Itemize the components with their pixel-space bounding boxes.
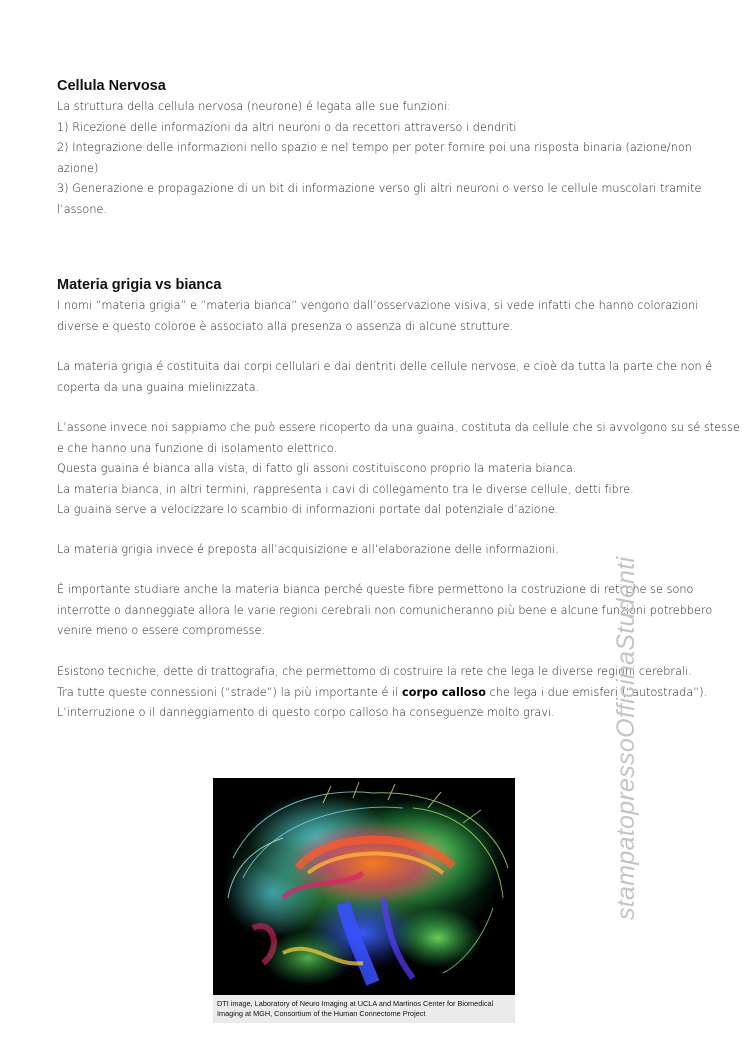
text-line: e che hanno una funzione di isolamento elettrico. <box>57 441 338 455</box>
text-line: La struttura della cellula nervosa (neurone) é legata alle sue funzioni: <box>57 100 451 113</box>
paragraph-cellula-nervosa <box>57 97 707 220</box>
text-line: I nomi “materia grigia” e “materia bianca” vengono dall’osservazione visiva, si vede infatti che hanno colorazioni <box>57 299 699 312</box>
text-line: Questa guaina é bianca alla vista, di fatto gli assoni costituiscono proprio la materia bianca. <box>57 462 577 475</box>
caption-line: DTI image, Laboratory of Neuro Imaging at UCLA and Martinos Center for Biomedical <box>217 999 494 1008</box>
text-line: interrotte o danneggiate allora le varie regioni cerebrali non comunicheranno più bene e alcune funzioni potrebbero <box>57 603 713 617</box>
text-line: Esistono tecniche, dette di trattografia, che permettomo di costruire la rete che lega le diverse regioni cerebrali. <box>57 665 692 678</box>
text-fragment: che lega i due emisferi (“autostrada”). <box>486 685 708 699</box>
caption-line: Imaging at MGH, Consortium of the Human Connectome Project <box>217 1009 426 1018</box>
paragraph-6 <box>57 662 707 724</box>
bold-corpo-calloso: corpo calloso <box>402 685 486 699</box>
text-line: La materia grigia é costituita dai corpi cellulari e dai dentriti delle cellule nervose, e cioè da tutta la parte che non é <box>57 360 713 373</box>
paragraph-4 <box>57 540 707 561</box>
text-line: coperta da una guaina mielinizzata. <box>57 380 260 394</box>
text-fragment: Tra tutte queste connessioni (“strade”) la più importante é il <box>57 685 403 699</box>
text-line: 1) Ricezione delle informazioni da altri neuroni o da recettori attraverso i dendriti <box>57 120 517 134</box>
text-line: L’assone invece noi sappiamo che può essere ricoperto da una guaina, costituta da cellule che si avvolgono su sé stesse <box>57 421 740 434</box>
text-line: venire meno o essere compromesse. <box>57 624 266 637</box>
figure-caption <box>213 995 515 1023</box>
text-line: La materia bianca, in altri termini, rappresenta i cavi di collegamento tra le diverse cellule, detti fibre. <box>57 482 634 496</box>
text-line: azione) <box>57 161 99 175</box>
heading-cellula-nervosa: Cellula Nervosa <box>57 78 166 94</box>
text-line: 2) Integrazione delle informazioni nello spazio e nel tempo per poter fornire poi una risposta binaria (azione/non <box>57 141 692 154</box>
text-line <box>57 683 707 704</box>
text-line: diverse e questo coloroe è associato alla presenza o assenza di alcune strutture. <box>57 319 514 333</box>
dti-brain-image <box>213 778 515 995</box>
heading-materia-grigia-bianca: Materia grigia vs bianca <box>57 277 222 293</box>
paragraph-1 <box>57 296 707 337</box>
text-line: La materia grigia invece é preposta all’acquisizione e all’elaborazione delle informazioni. <box>57 543 559 556</box>
text-line: La guaina serve a velocizzare lo scambio di informazioni portate dal potenziale d’azione. <box>57 503 559 516</box>
text-line: L’interruzione o il danneggiamento di questo corpo calloso ha conseguenze molto gravi. <box>57 706 555 719</box>
paragraph-2 <box>57 357 713 398</box>
text-line: 3) Generazione e propagazione di un bit di informazione verso gli altri neuroni o verso le cellule muscolari tramite <box>57 182 702 195</box>
paragraph-5 <box>57 580 713 642</box>
text-line: l’assone. <box>57 202 108 216</box>
text-line: É importante studiare anche la materia bianca perché queste fibre permettono la costruzione di reti che se sono <box>57 583 694 596</box>
watermark: stampatopressoOfficinaStudenti <box>612 556 640 920</box>
paragraph-3 <box>57 418 740 521</box>
